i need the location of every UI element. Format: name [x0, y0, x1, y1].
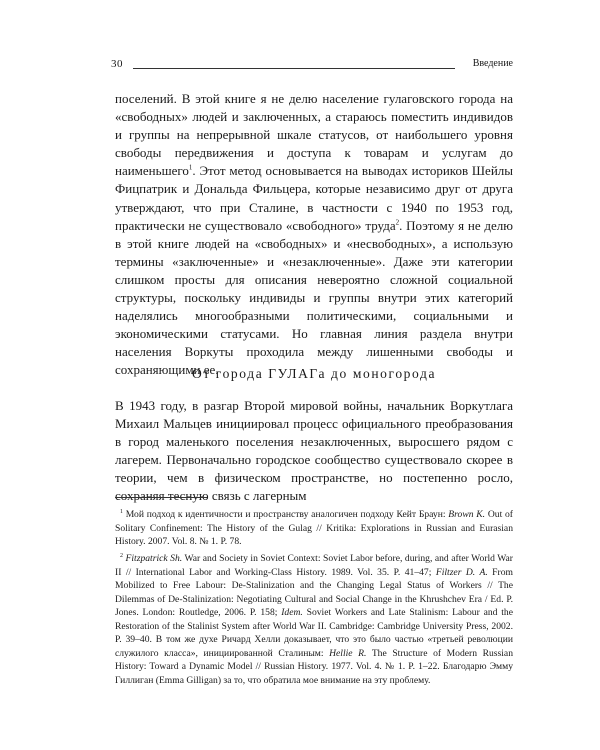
- footnote-2-author-4: Hellie R.: [329, 647, 367, 659]
- body-paragraph-2: [115, 397, 513, 506]
- footnote-ref-2[interactable]: 2: [395, 218, 400, 227]
- footnote-2-text-1: War and Society in Soviet Context: Soviet Labor before, during, and after World War II // International Labor and Working-Class History. 1989. Vol. 35. P. 41–47;: [115, 553, 514, 578]
- footnote-1-text-b: Out of Solitary Confinement: The History of the Gulag // Kritika: Explorations in Russian and Eurasian History. 2007. Vol. 8. № 1. P. 78.: [115, 509, 513, 548]
- footnote-2-number: 2: [120, 552, 123, 559]
- footnote-1: [115, 506, 513, 549]
- footnote-2-text-4: The Structure of Modern Russian History: Toward a Dynamic Model // Russian History. 1977. Vol. 4. № 1. P. 1–22. Благодарю Эмму Гиллиган (Emma Gilligan) за то, что обратила мое внимание на эту проблему.: [115, 647, 513, 686]
- footnote-2-author-2: Filtzer D. A.: [435, 566, 488, 578]
- footnote-1-author: Brown K.: [448, 509, 486, 521]
- page-number: 30: [111, 58, 123, 70]
- section-heading: От города ГУЛАГа до моногорода: [191, 366, 437, 381]
- running-section-title: Введение: [472, 58, 513, 69]
- footnote-2-author-3: Idem.: [281, 607, 303, 619]
- para1-text-a: поселений. В этой книге я не делю население гулаговского города на «свободных» людей и заключенных, а стараюсь поместить индивидов и группы на непрерывной шкале статусов, от наибольшего уровня свободы передвижения и доступа к товарам и услугам до наименьшего: [115, 91, 513, 179]
- footnote-rule: [115, 497, 207, 498]
- para2-text: В 1943 году, в разгар Второй мировой войны, начальник Воркутлага Михаил Мальцев инициировал процесс официального преобразования в город маленького поселения незаключенных, выросшего рядом с лагерем. Первоначально городское сообщество существовало скорее в теории, чем в физическом пространстве, но постепенно росло, сохраняя тесную связь с лагерным: [115, 398, 513, 504]
- body-paragraph-1: [115, 90, 513, 380]
- footnote-1-number: 1: [120, 509, 123, 515]
- footnote-ref-1[interactable]: 1: [188, 164, 193, 173]
- para1-text-b: . Этот метод основывается на выводах историков Шейлы Фицпатрик и Дональда Фильцера, которые независимо друг от друга утверждают, что при Сталине, в частности с 1940 по 1953 год, практически не существовало «свободного» труда: [115, 163, 513, 233]
- footnote-1-text-a: Мой подход к идентичности и пространству аналогичен подходу Кейт Браун:: [123, 509, 449, 521]
- header-rule: [133, 68, 455, 69]
- running-header: [111, 57, 513, 73]
- footnote-2-text-3: Soviet Workers and Late Stalinism: Labour and the Restoration of the Stalinist System after World War II. Cambridge: Cambridge University Press, 2002. P. 39–40. В том же духе Ричард Хелли доказывает, что это было частью «третьей революции служилого класса», инициированной Сталиным:: [115, 607, 513, 659]
- footnote-2-author-1: Fitzpatrick Sh.: [125, 553, 183, 565]
- para1-text-c: . Поэтому я не делю в этой книге людей на «свободных» и «несвободных», а использую термины «заключенные» и «незаключенные». Даже эти категории слишком просты для описания невероятно сложной социальной структуры, поскольку индивиды и группы внутри этих категорий наделялись многообразными политическими, социальными и экономическими статусами. Но главная линия раздела внутри населения Воркуты проходила между лишенными свободы и сохраняющими ее.: [115, 217, 514, 378]
- footnotes: [115, 506, 513, 688]
- footnote-2-text-2: From Mobilized to Free Labour: De-Stalinization and the Changing Legal Status of Workers // The Dilemmas of De-Stalinization: Negotiating Cultural and Social Change in the Khrushchev Era / Ed. P. Jones. London: Routledge, 2006. P. 158;: [115, 566, 513, 619]
- footnote-2: [115, 550, 513, 688]
